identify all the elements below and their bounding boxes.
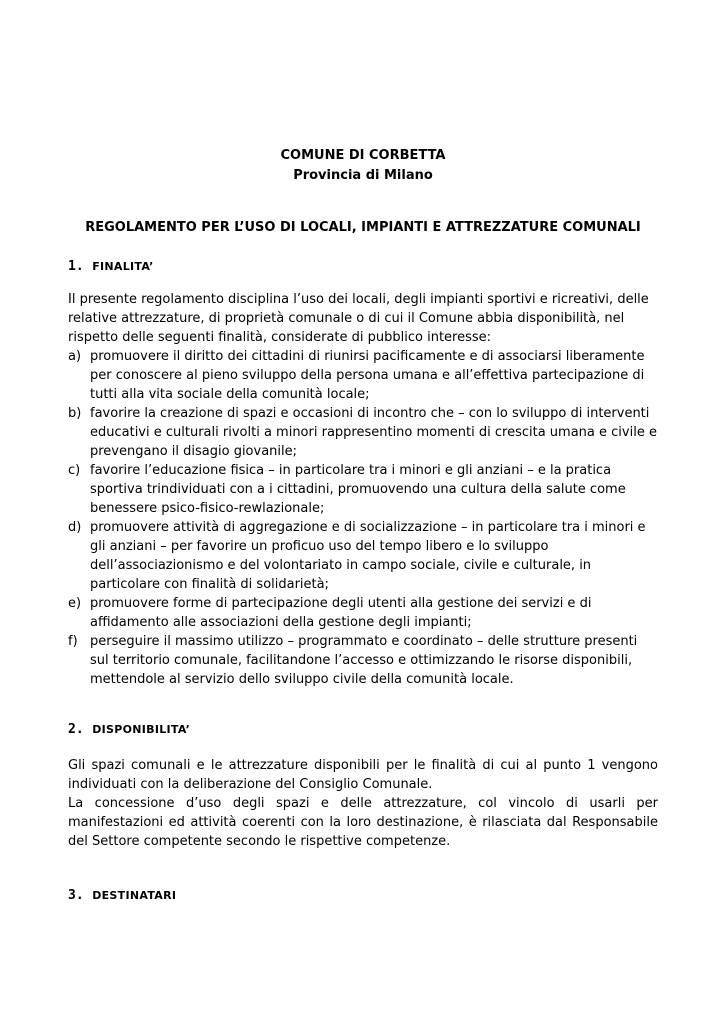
section-heading-disponibilita	[68, 720, 190, 739]
list-item	[68, 632, 658, 689]
list-item-text: promuovere forme di partecipazione degli utenti alla gestione dei servizi e di affidamento alle associazioni della gestione degli impianti;	[90, 596, 592, 630]
finalita-intro: Il presente regolamento disciplina l’uso dei locali, degli impianti sportivi e ricreativi, delle relative attrezzature, di proprietà comunale o di cui il Comune abbia disponibilità, nel rispetto delle seguenti finalità, considerate di pubblico interesse:	[68, 292, 649, 345]
document-page	[68, 0, 658, 1024]
section-number: 1.	[68, 259, 84, 274]
list-item	[68, 594, 658, 632]
section-number: 2.	[68, 722, 84, 737]
municipality-name: COMUNE DI CORBETTA	[280, 148, 446, 163]
section-body-disponibilita	[68, 756, 658, 851]
province-name: Provincia di Milano	[293, 168, 433, 183]
list-item	[68, 518, 658, 594]
list-marker: c)	[68, 463, 81, 478]
list-marker: f)	[68, 634, 78, 649]
list-item-text: perseguire il massimo utilizzo – programmato e coordinato – delle strutture presenti sul territorio comunale, facilitandone l’accesso e ottimizzando le risorse disponibili, mettendole al servizio dello sviluppo civile della comunità locale.	[90, 634, 638, 687]
document-title: REGOLAMENTO PER L’USO DI LOCALI, IMPIANTI E ATTREZZATURE COMUNALI	[85, 220, 641, 235]
list-item-text: promuovere attività di aggregazione e di socializzazione – in particolare tra i minori e gli anziani – per favorire un proficuo uso del tempo libero e lo sviluppo dell’associazionismo e del volontariato in campo sociale, civile e culturale, in particolare con finalità di solidarietà;	[90, 520, 646, 592]
section-label: FINALITA’	[92, 260, 154, 273]
list-marker: d)	[68, 520, 82, 535]
section-body-finalita	[68, 290, 658, 689]
document-header	[68, 146, 658, 186]
list-item-text: favorire la creazione di spazi e occasioni di incontro che – con lo sviluppo di interventi educativi e culturali rivolti a minori rappresentino momenti di crescita umana e civile e prevengano il disagio giovanile;	[90, 406, 657, 459]
section-heading-finalita	[68, 257, 154, 276]
section-number: 3.	[68, 888, 84, 903]
list-item	[68, 404, 658, 461]
list-item-text: promuovere il diritto dei cittadini di riunirsi pacificamente e di associarsi liberamente per conoscere al pieno sviluppo della persona umana e all’effettiva partecipazione di tutti alla vita sociale della comunità locale;	[90, 349, 645, 402]
section-label: DISPONIBILITA’	[92, 723, 191, 736]
list-marker: b)	[68, 406, 82, 421]
disponibilita-paragraph: La concessione d’uso degli spazi e delle attrezzature, col vincolo di usarli per manifestazioni ed attività coerenti con la loro destinazione, è rilasciata dal Responsabile del Settore competente secondo le rispettive competenze.	[68, 796, 658, 849]
finalita-list	[68, 347, 658, 689]
list-item-text: favorire l’educazione fisica – in particolare tra i minori e gli anziani – e la pratica sportiva trindividuati con a i cittadini, promuovendo una cultura della salute come benessere psico-fisico-rewlazionale;	[90, 463, 626, 516]
section-label: DESTINATARI	[92, 889, 177, 902]
section-heading-destinatari	[68, 886, 176, 905]
disponibilita-paragraph: Gli spazi comunali e le attrezzature disponibili per le finalità di cui al punto 1 vengono individuati con la deliberazione del Consiglio Comunale.	[68, 758, 658, 792]
list-item	[68, 461, 658, 518]
list-marker: e)	[68, 596, 82, 611]
list-item	[68, 347, 658, 404]
list-marker: a)	[68, 349, 82, 364]
